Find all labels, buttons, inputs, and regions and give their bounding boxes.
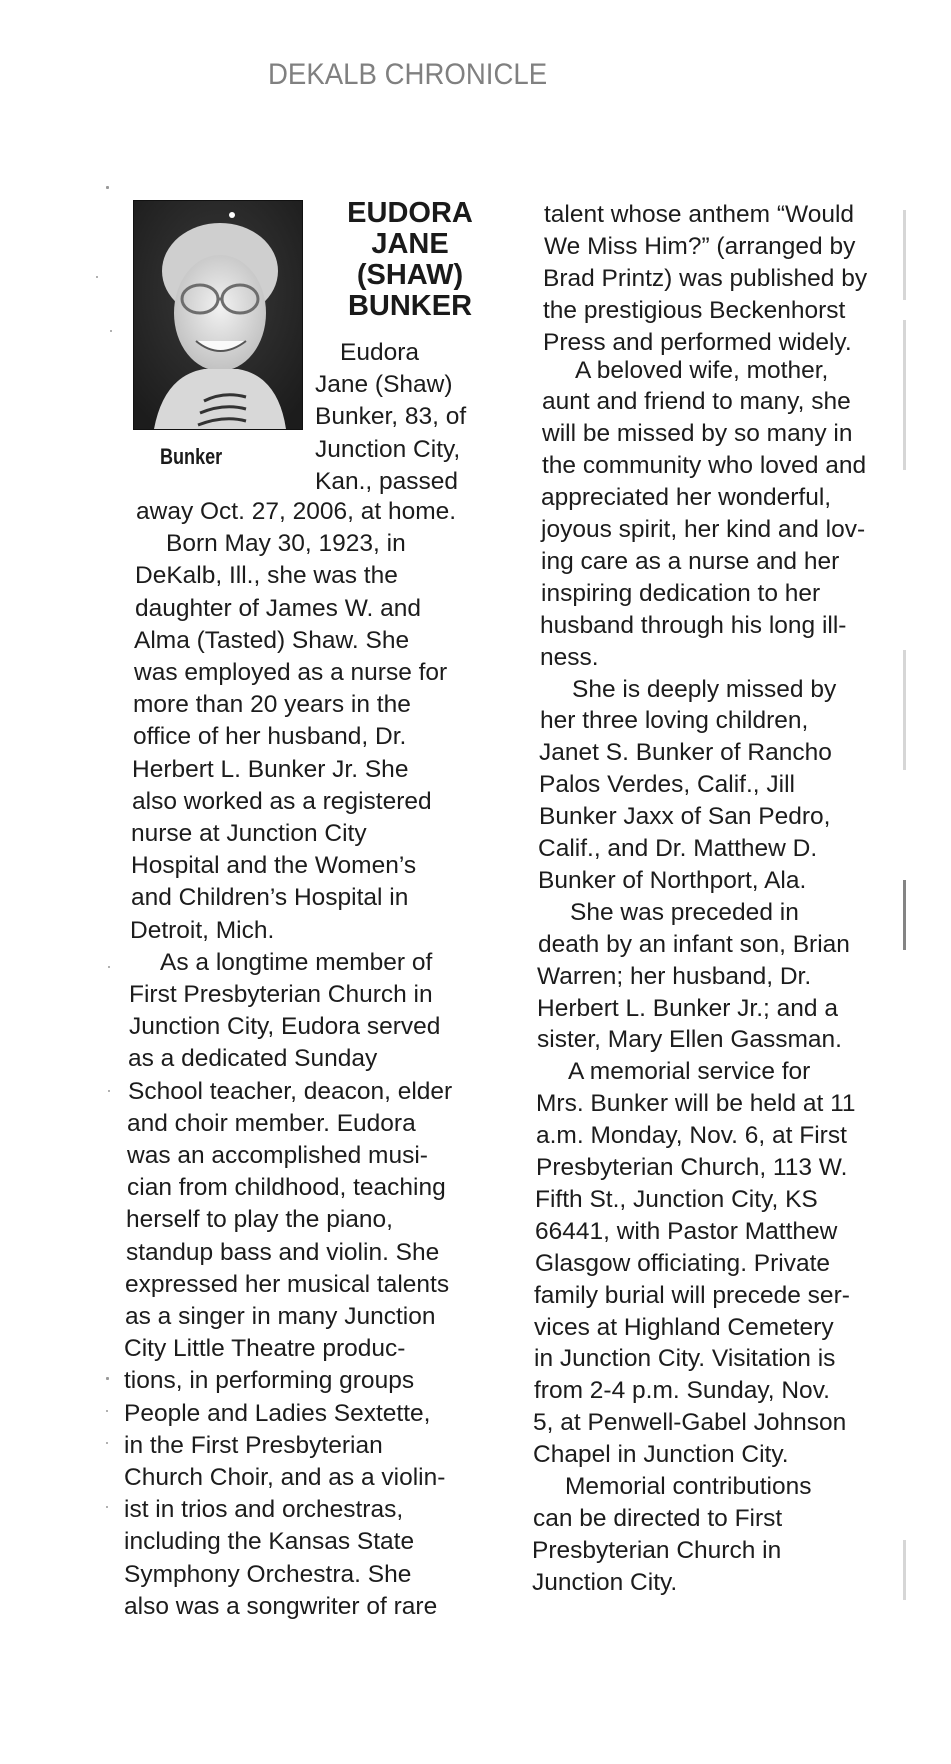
headline-line: (SHAW) — [356, 259, 464, 291]
right-column-line: Press and performed widely. — [543, 328, 852, 356]
left-column-line: in the First Presbyterian — [124, 1431, 383, 1459]
left-column-line: City Little Theatre produc- — [124, 1335, 406, 1363]
left-column-line: and choir member. Eudora — [127, 1109, 416, 1137]
left-column-line: Detroit, Mich. — [130, 916, 275, 944]
right-column-line: ing care as a nurse and her — [541, 547, 840, 575]
left-column-line: ist in trios and orchestras, — [124, 1496, 404, 1524]
scan-speck — [106, 1410, 108, 1412]
right-column-line: appreciated her wonderful, — [541, 484, 832, 512]
right-column-line: She was preceded in — [570, 898, 799, 926]
right-column-line: her three loving children, — [540, 707, 809, 735]
left-column-line: Church Choir, and as a violin- — [124, 1464, 446, 1491]
left-column-line: away Oct. 27, 2006, at home. — [136, 498, 457, 525]
scan-edge-mark — [903, 650, 906, 770]
right-column-line: Presbyterian Church, 113 W. — [536, 1154, 848, 1181]
left-column-line: Symphony Orchestra. She — [124, 1560, 412, 1588]
left-column-line: daughter of James W. and — [135, 594, 421, 622]
left-column-line: Jane (Shaw) — [315, 371, 453, 399]
left-column-line: standup bass and violin. She — [126, 1238, 440, 1266]
left-column-line: office of her husband, Dr. — [133, 723, 407, 751]
left-column-line: and Children’s Hospital in — [131, 884, 409, 912]
right-column-line: 66441, with Pastor Matthew — [535, 1217, 838, 1245]
right-column-line: family burial will precede ser- — [534, 1281, 850, 1309]
right-column-line: Memorial contributions — [565, 1473, 812, 1500]
left-column-line: including the Kansas State — [124, 1528, 415, 1556]
right-column-line: inspiring dedication to her — [541, 579, 821, 607]
newspaper-masthead: DEKALB CHRONICLE — [268, 58, 548, 91]
scan-speck — [108, 1090, 110, 1092]
headline-line: JANE — [371, 228, 449, 260]
right-column-line: She is deeply missed by — [572, 675, 837, 703]
right-column-line: can be directed to First — [533, 1504, 783, 1532]
right-column-line: a.m. Monday, Nov. 6, at First — [536, 1122, 847, 1150]
left-column-line: as a dedicated Sunday — [128, 1045, 378, 1073]
left-column-line: Eudora — [340, 339, 420, 366]
portrait-photo — [133, 200, 303, 430]
right-column-line: husband through his long ill- — [540, 611, 847, 639]
headline-line: BUNKER — [347, 290, 473, 322]
left-column-line: Kan., passed — [315, 467, 459, 495]
left-column-line: more than 20 years in the — [133, 691, 411, 719]
right-column-line: death by an infant son, Brian — [538, 930, 850, 958]
left-column-line: nurse at Junction City — [131, 820, 367, 847]
scan-speck — [108, 966, 110, 968]
portrait-image — [134, 201, 302, 429]
right-column-line: Mrs. Bunker will be held at 11 — [536, 1090, 856, 1118]
right-column-line: will be missed by so many in — [542, 420, 853, 448]
left-column-line: as a singer in many Junction — [125, 1303, 436, 1330]
left-column-line: As a longtime member of — [160, 948, 433, 976]
right-column-line: Herbert L. Bunker Jr.; and a — [537, 994, 838, 1022]
right-column-line: joyous spirit, her kind and lov- — [541, 516, 866, 543]
right-column-line: A memorial service for — [568, 1058, 811, 1086]
right-column-line: Palos Verdes, Calif., Jill — [539, 771, 795, 799]
right-column-line: We Miss Him?” (arranged by — [544, 232, 856, 260]
right-column-line: Presbyterian Church in — [532, 1536, 782, 1564]
scan-speck — [106, 1506, 108, 1508]
right-column-line: Chapel in Junction City. — [533, 1441, 789, 1469]
scan-speck — [110, 330, 112, 332]
right-column-line: talent whose anthem “Would — [544, 201, 855, 228]
scan-edge-mark — [903, 320, 906, 470]
right-column-line: the prestigious Beckenhorst — [543, 296, 846, 324]
right-column-line: ness. — [540, 643, 599, 671]
left-column-line: herself to play the piano, — [126, 1206, 393, 1234]
left-column-line: was an accomplished musi- — [127, 1142, 428, 1169]
right-column-line: in Junction City. Visitation is — [534, 1345, 836, 1373]
right-column-line: A beloved wife, mother, — [575, 356, 829, 384]
left-column-line: was employed as a nurse for — [134, 659, 448, 686]
right-column-line: Bunker of Northport, Ala. — [538, 866, 807, 894]
left-column-line: Hospital and the Women’s — [131, 852, 417, 880]
left-column-line: Herbert L. Bunker Jr. She — [132, 755, 409, 783]
right-column-line: sister, Mary Ellen Gassman. — [537, 1026, 842, 1054]
right-column-line: aunt and friend to many, she — [542, 388, 851, 416]
right-column-line: Glasgow officiating. Private — [535, 1249, 831, 1277]
right-column-line: Janet S. Bunker of Rancho — [539, 739, 832, 767]
obituary-headline — [330, 198, 490, 322]
scan-speck — [106, 1442, 108, 1444]
headline-line: EUDORA — [347, 197, 473, 229]
right-column-line: Fifth St., Junction City, KS — [535, 1185, 818, 1213]
left-column-line: tions, in performing groups — [124, 1367, 415, 1395]
left-column-line: People and Ladies Sextette, — [124, 1399, 431, 1427]
scan-edge-mark — [903, 880, 906, 950]
right-column-line: Calif., and Dr. Matthew D. — [538, 835, 818, 862]
right-column-line: vices at Highland Cemetery — [534, 1313, 834, 1341]
scan-speck — [96, 276, 98, 278]
right-column-line: Brad Printz) was published by — [543, 264, 868, 292]
scan-speck — [106, 186, 109, 189]
left-column-line: also worked as a registered — [132, 787, 432, 815]
left-column-line: Junction City, — [315, 435, 461, 463]
right-column-line: Warren; her husband, Dr. — [537, 962, 812, 990]
scan-edge-mark — [903, 1540, 906, 1600]
left-column-line: also was a songwriter of rare — [124, 1592, 438, 1620]
left-column-line: DeKalb, Ill., she was the — [135, 562, 398, 590]
left-column-line: Junction City, Eudora served — [129, 1013, 441, 1041]
photo-caption: Bunker — [160, 444, 223, 469]
left-column-line: Born May 30, 1923, in — [166, 530, 406, 558]
scan-speck — [106, 1377, 109, 1380]
left-column-line: School teacher, deacon, elder — [128, 1077, 453, 1105]
left-column-line: First Presbyterian Church in — [129, 981, 433, 1008]
left-column-line: expressed her musical talents — [125, 1270, 450, 1298]
right-column-line: Junction City. — [532, 1568, 678, 1596]
left-column-line: Alma (Tasted) Shaw. She — [134, 626, 410, 654]
right-column-line: Bunker Jaxx of San Pedro, — [539, 803, 831, 831]
right-column-line: from 2-4 p.m. Sunday, Nov. — [534, 1377, 830, 1405]
left-column-line: Bunker, 83, of — [315, 403, 467, 431]
right-column-line: 5, at Penwell-Gabel Johnson — [533, 1409, 847, 1437]
right-column-line: the community who loved and — [542, 452, 867, 480]
left-column-line: cian from childhood, teaching — [127, 1174, 446, 1202]
scan-edge-mark — [903, 210, 906, 300]
